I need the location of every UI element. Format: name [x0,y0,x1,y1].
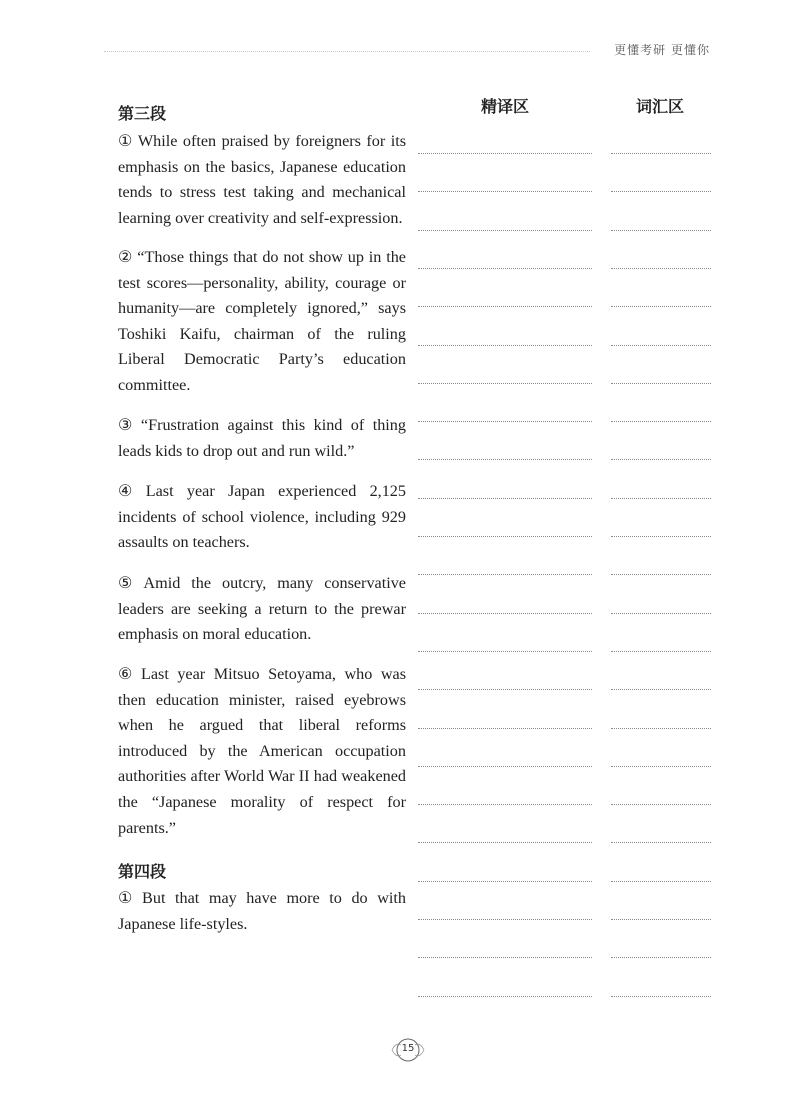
translation-writing-line[interactable] [418,728,592,729]
page-number: 15 [401,1043,415,1054]
vocab-writing-line[interactable] [611,345,711,346]
paragraph-marker: ③ [118,416,137,434]
vocab-writing-line[interactable] [611,574,711,575]
vocab-column-heading: 词汇区 [636,97,685,116]
paragraph-4-1 [118,886,406,937]
translation-writing-line[interactable] [418,842,592,843]
translation-writing-line[interactable] [418,459,592,460]
translation-writing-line[interactable] [418,957,592,958]
translation-writing-line[interactable] [418,651,592,652]
translation-writing-line[interactable] [418,191,592,192]
vocab-writing-line[interactable] [611,919,711,920]
vocab-writing-line[interactable] [611,498,711,499]
paragraph-text: Last year Japan experienced 2,125 incidents of school violence, including 929 assaults on teachers. [118,482,406,552]
translation-writing-line[interactable] [418,306,592,307]
vocab-writing-line[interactable] [611,383,711,384]
translation-writing-line[interactable] [418,383,592,384]
translation-writing-line[interactable] [418,574,592,575]
vocab-writing-line[interactable] [611,459,711,460]
paragraph-3-3 [118,413,406,464]
paragraph-marker: ① [118,132,134,150]
section-heading-3: 第三段 [118,104,167,123]
translation-writing-line[interactable] [418,421,592,422]
translation-column-heading: 精译区 [481,97,530,116]
paragraph-text: “Those things that do not show up in the test scores—personality, ability, courage or humanity—are completely ignored,” says Toshiki Kaifu, chairman of the ruling Liberal Democratic Party’s education committee. [118,248,406,394]
header-divider [104,51,590,52]
page-number-badge [388,1036,428,1064]
paragraph-3-2 [118,245,406,399]
vocab-writing-line[interactable] [611,421,711,422]
vocab-writing-line[interactable] [611,536,711,537]
section-heading-4: 第四段 [118,862,167,881]
vocab-writing-line[interactable] [611,728,711,729]
translation-writing-line[interactable] [418,804,592,805]
vocab-writing-line[interactable] [611,689,711,690]
paragraph-3-1 [118,129,406,231]
translation-writing-line[interactable] [418,498,592,499]
vocab-writing-line[interactable] [611,306,711,307]
vocab-writing-line[interactable] [611,766,711,767]
vocab-writing-line[interactable] [611,651,711,652]
paragraph-text: But that may have more to do with Japanese life-styles. [118,889,406,933]
paragraph-text: Amid the outcry, many conservative leaders are seeking a return to the prewar emphasis on moral education. [118,574,406,644]
vocab-writing-line[interactable] [611,268,711,269]
translation-writing-line[interactable] [418,689,592,690]
vocab-writing-line[interactable] [611,153,711,154]
vocab-writing-line[interactable] [611,804,711,805]
translation-writing-line[interactable] [418,766,592,767]
vocab-writing-line[interactable] [611,957,711,958]
paragraph-text: “Frustration against this kind of thing leads kids to drop out and run wild.” [118,416,406,460]
vocab-writing-line[interactable] [611,191,711,192]
paragraph-3-5 [118,571,406,648]
paragraph-text: While often praised by foreigners for its emphasis on the basics, Japanese education tends to stress test taking and mechanical learning over creativity and self-expression. [118,132,406,227]
paragraph-marker: ⑥ [118,665,137,683]
vocab-writing-line[interactable] [611,613,711,614]
paragraph-marker: ① [118,889,139,907]
translation-writing-line[interactable] [418,153,592,154]
vocab-writing-line[interactable] [611,230,711,231]
vocab-writing-line[interactable] [611,881,711,882]
paragraph-marker: ② [118,248,134,266]
paragraph-marker: ⑤ [118,574,140,592]
vocab-writing-line[interactable] [611,842,711,843]
header-slogan: 更懂考研 更懂你 [614,43,710,57]
translation-writing-line[interactable] [418,881,592,882]
paragraph-text: Last year Mitsuo Setoyama, who was then education minister, raised eyebrows when he argued that liberal reforms introduced by the American occupation authorities after World War II had weakened the “Japanese morality of respect for parents.” [118,665,406,837]
translation-writing-line[interactable] [418,996,592,997]
translation-writing-line[interactable] [418,536,592,537]
vocab-writing-line[interactable] [611,996,711,997]
paragraph-3-6 [118,662,406,841]
translation-writing-line[interactable] [418,613,592,614]
translation-writing-line[interactable] [418,919,592,920]
translation-writing-line[interactable] [418,345,592,346]
translation-writing-line[interactable] [418,230,592,231]
paragraph-marker: ④ [118,482,142,500]
translation-writing-line[interactable] [418,268,592,269]
paragraph-3-4 [118,479,406,556]
